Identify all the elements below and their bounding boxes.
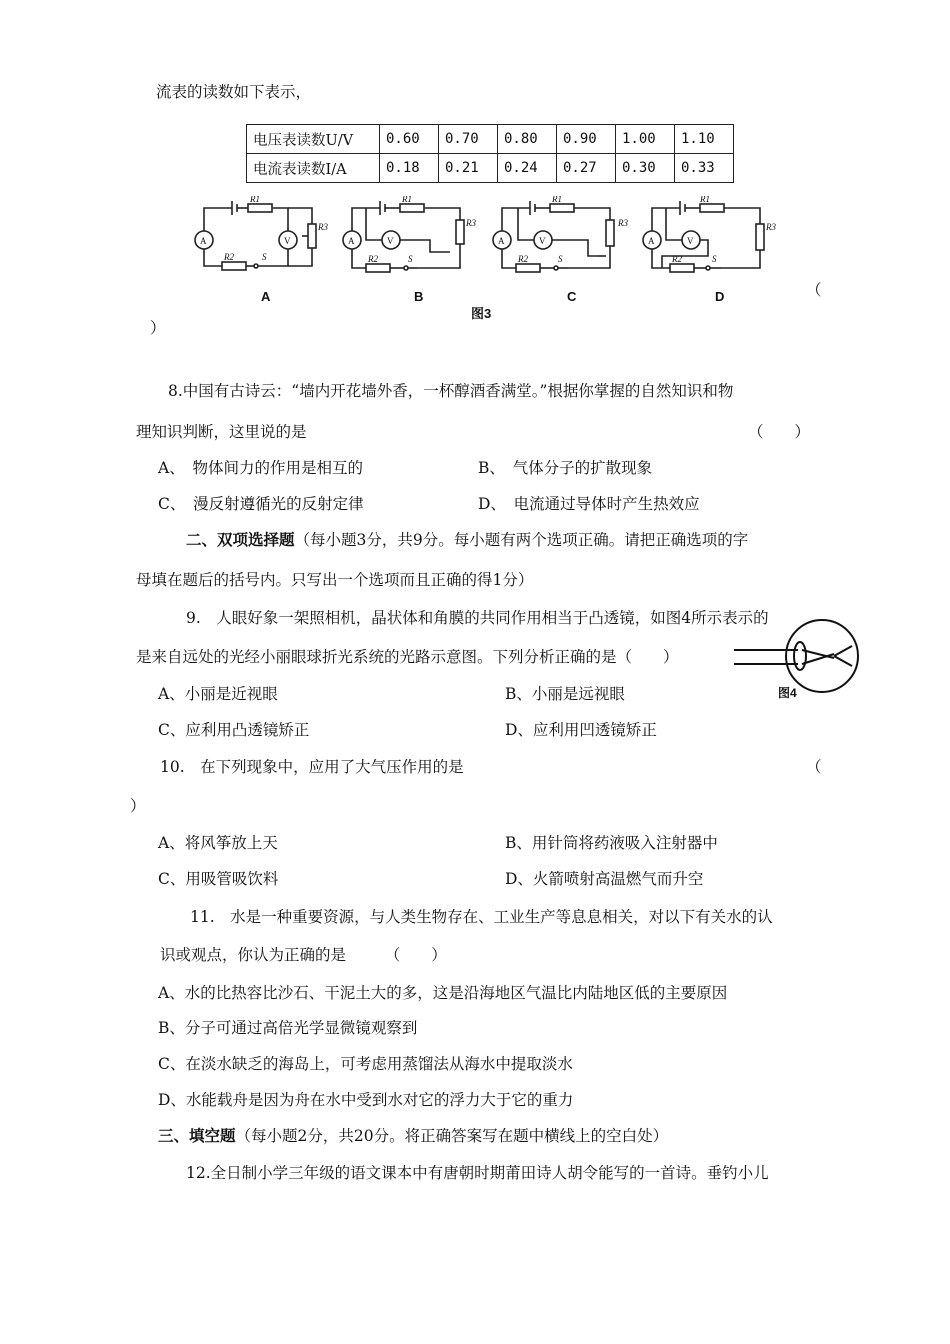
circuit-diagrams xyxy=(190,196,790,286)
q11-line2: 识或观点，你认为正确的是 （ ） xyxy=(160,946,447,964)
svg-text:R1: R1 xyxy=(700,196,710,204)
section3-heading xyxy=(158,1126,668,1146)
q8-line1: 8.中国有古诗云：“墙内开花墙外香，一杯醇酒香满堂。”根据你掌握的自然知识和物 xyxy=(168,382,734,400)
table-cell: 0.33 xyxy=(675,154,734,183)
option-d-label: D xyxy=(715,289,725,304)
table-cell: 0.24 xyxy=(498,154,557,183)
q8-option-d: D、 电流通过导体时产生热效应 xyxy=(478,495,700,513)
table-cell: 0.60 xyxy=(380,125,439,154)
section3-title: 三、填空题 xyxy=(158,1126,236,1145)
table-row-header: 电流表读数I/A xyxy=(247,154,380,183)
svg-text:R2: R2 xyxy=(224,252,234,262)
section2-desc1: （每小题3分，共9分。每小题有两个选项正确。请把正确选项的字 xyxy=(294,531,749,549)
q9-option-d: D、应利用凹透镜矫正 xyxy=(505,721,657,739)
svg-text:A: A xyxy=(348,236,355,246)
svg-text:A: A xyxy=(498,236,505,246)
readings-table xyxy=(246,124,734,183)
q10-option-c: C、用吸管吸饮料 xyxy=(158,870,279,888)
svg-text:A: A xyxy=(200,236,207,246)
svg-text:V: V xyxy=(284,236,291,246)
table-row-header: 电压表读数U/V xyxy=(247,125,380,154)
svg-text:A: A xyxy=(648,236,655,246)
table-cell: 0.18 xyxy=(380,154,439,183)
q8-bracket: （ ） xyxy=(748,423,811,441)
table-row xyxy=(247,154,734,183)
svg-text:R3: R3 xyxy=(318,222,328,232)
q10-option-a: A、将风筝放上天 xyxy=(158,834,278,852)
q9-option-c: C、应利用凸透镜矫正 xyxy=(158,721,310,739)
q8-option-c: C、 漫反射遵循光的反射定律 xyxy=(158,495,364,513)
circuit-b xyxy=(343,201,464,272)
svg-text:R2: R2 xyxy=(672,254,682,264)
svg-text:R1: R1 xyxy=(552,196,562,204)
svg-text:S: S xyxy=(712,254,717,264)
section2-desc2: 母填在题后的括号内。只写出一个选项而且正确的得1分） xyxy=(136,571,534,589)
q9-line2: 是来自远处的光经小丽眼球折光系统的光路示意图。下列分析正确的是（ ） xyxy=(136,648,679,666)
q10-line1: 10. 在下列现象中，应用了大气压作用的是 xyxy=(160,758,464,776)
q7-bracket-close: ） xyxy=(150,319,166,337)
table-cell: 0.21 xyxy=(439,154,498,183)
svg-text:R1: R1 xyxy=(402,196,412,204)
option-b-label: B xyxy=(414,289,424,304)
q11-option-c: C、在淡水缺乏的海岛上，可考虑用蒸馏法从海水中提取淡水 xyxy=(158,1055,573,1073)
figure3-caption: 图3 xyxy=(471,306,492,321)
intro-text: 流表的读数如下表示， xyxy=(156,83,312,101)
q12-line1: 12.全日制小学三年级的语文课本中有唐朝时期莆田诗人胡令能写的一首诗。垂钓小儿 xyxy=(186,1164,769,1182)
svg-text:S: S xyxy=(262,252,267,262)
q11-option-b: B、分子可通过高倍光学显微镜观察到 xyxy=(158,1019,418,1037)
q7-bracket-open: （ xyxy=(806,281,822,299)
q9-option-a: A、小丽是近视眼 xyxy=(158,685,278,703)
svg-text:V: V xyxy=(539,236,546,246)
svg-text:R2: R2 xyxy=(368,254,378,264)
table-cell: 0.80 xyxy=(498,125,557,154)
svg-text:R3: R3 xyxy=(766,222,776,232)
q10-option-b: B、用针筒将药液吸入注射器中 xyxy=(505,834,718,852)
svg-text:R3: R3 xyxy=(618,218,628,228)
table-cell: 1.10 xyxy=(675,125,734,154)
q11-option-d: D、水能载舟是因为舟在水中受到水对它的浮力大于它的重力 xyxy=(158,1091,574,1109)
svg-text:R2: R2 xyxy=(518,254,528,264)
svg-text:V: V xyxy=(687,236,694,246)
svg-text:R1: R1 xyxy=(250,196,260,204)
section2-title: 二、双项选择题 xyxy=(186,530,295,549)
q10-option-d: D、火箭喷射高温燃气而升空 xyxy=(505,870,704,888)
svg-text:R3: R3 xyxy=(466,218,476,228)
q8-option-b: B、 气体分子的扩散现象 xyxy=(478,459,653,477)
svg-text:V: V xyxy=(387,236,394,246)
table-cell: 0.90 xyxy=(557,125,616,154)
q11-option-a: A、水的比热容比沙石、干泥土大的多，这是沿海地区气温比内陆地区低的主要原因 xyxy=(158,984,728,1002)
table-cell: 0.70 xyxy=(439,125,498,154)
table-cell: 0.27 xyxy=(557,154,616,183)
q10-bracket-close: ） xyxy=(130,797,146,815)
section2-heading xyxy=(186,530,748,550)
table-cell: 0.30 xyxy=(616,154,675,183)
table-row xyxy=(247,125,734,154)
q9-line1: 9. 人眼好象一架照相机，晶状体和角膜的共同作用相当于凸透镜，如图4所示表示的 xyxy=(186,609,769,627)
circuit-d xyxy=(643,201,764,272)
circuit-a xyxy=(195,201,316,270)
q10-bracket-open: （ xyxy=(806,758,822,776)
figure4-caption: 图4 xyxy=(778,686,797,700)
q8-line2: 理知识判断，这里说的是 xyxy=(136,423,307,441)
option-c-label: C xyxy=(567,289,577,304)
q8-option-a: A、 物体间力的作用是相互的 xyxy=(158,459,363,477)
svg-text:S: S xyxy=(558,254,563,264)
q9-option-b: B、小丽是远视眼 xyxy=(505,685,625,703)
q11-line1: 11. 水是一种重要资源，与人类生物存在、工业生产等息息相关，对以下有关水的认 xyxy=(190,908,773,926)
circuit-c xyxy=(493,201,614,272)
option-a-label: A xyxy=(261,289,271,304)
section3-desc: （每小题2分，共20分。将正确答案写在题中横线上的空白处） xyxy=(235,1127,669,1145)
table-cell: 1.00 xyxy=(616,125,675,154)
svg-text:S: S xyxy=(408,254,413,264)
